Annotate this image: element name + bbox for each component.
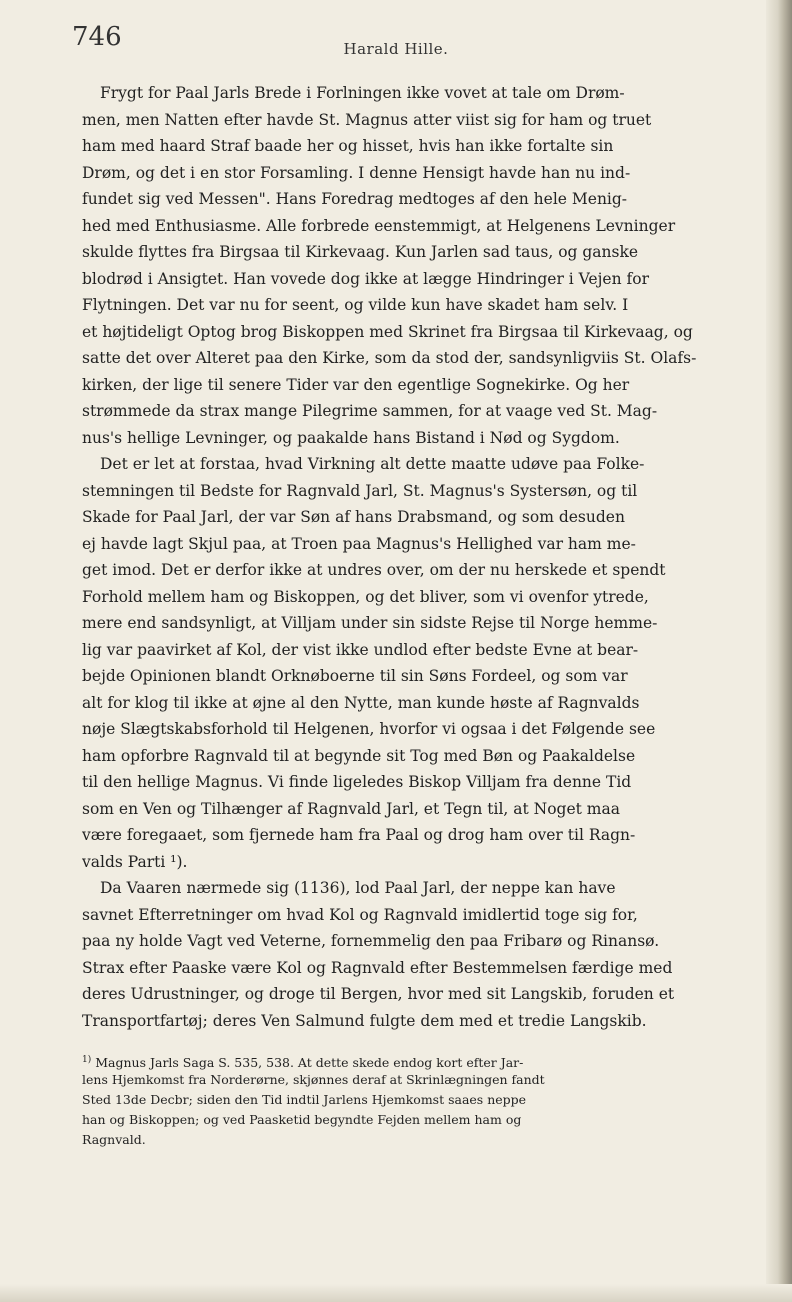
text-line: ej havde lagt Skjul paa, at Troen paa Magnus's Hellighed var ham me- [82,534,636,553]
text-line: Frygt for Paal Jarls Brede i Forlningen ikke vovet at tale om Drøm- [100,84,625,102]
text-line: mere end sandsynligt, at Villjam under sin sidste Rejse til Norge hemme- [82,614,658,632]
text-line: stemningen til Bedste for Ragnvald Jarl, St. Magnus's Systersøn, og til [82,481,638,500]
footnote-line: Ragnvald. [82,1132,146,1147]
text-line: være foregaaet, som fjernede ham fra Paal og drog ham over til Ragn- [82,826,636,844]
text-line: men, men Natten efter havde St. Magnus atter viist sig for ham og truet [82,110,652,129]
text-line: blodrød i Ansigtet. Han vovede dog ikke at lægge Hindringer i Vejen for [82,269,649,288]
text-line: Da Vaaren nærmede sig (1136), lod Paal Jarl, der neppe kan have [100,879,616,897]
footnote-line: han og Biskoppen; og ved Paasketid begyndte Fejden mellem ham og [82,1112,522,1127]
text-line: deres Udrustninger, og droge til Bergen, hvor med sit Langskib, foruden et [82,985,675,1003]
page-edge-shadow [766,0,792,1302]
text-line: Forhold mellem ham og Biskoppen, og det bliver, som vi ovenfor ytrede, [82,587,649,606]
text-line: nus's hellige Levninger, og paakalde hans Bistand i Nød og Sygdom. [82,428,620,447]
text-line: som en Ven og Tilhænger af Ragnvald Jarl, et Tegn til, at Noget maa [82,799,620,818]
running-head: Harald Hille. [343,40,449,58]
text-line: get imod. Det er derfor ikke at undres over, om der nu herskede et spendt [82,561,666,579]
text-line: ham opforbre Ragnvald til at begynde sit Tog med Bøn og Paakaldelse [82,746,636,765]
footnote-text: Magnus Jarls Saga S. 535, 538. At dette skede endog kort efter Jar- [95,1055,524,1070]
body-text [82,80,722,1034]
page-bottom-shadow [0,1284,792,1302]
text-line: savnet Efterretninger om hvad Kol og Ragnvald imidlertid toge sig for, [82,905,638,924]
text-line: fundet sig ved Messen". Hans Foredrag medtoges af den hele Menig- [82,190,628,208]
text-line: bejde Opinionen blandt Orknøboerne til sin Søns Fordeel, og som var [82,667,628,685]
text-line: Flytningen. Det var nu for seent, og vilde kun have skadet ham selv. I [82,296,629,314]
text-line: paa ny holde Vagt ved Veterne, fornemmelig den paa Fribarø og Rinansø. [82,932,660,950]
text-line: Strax efter Paaske være Kol og Ragnvald efter Bestemmelsen færdige med [82,958,673,977]
footnote-marker: 1) [82,1055,92,1065]
text-line: satte det over Alteret paa den Kirke, som da stod der, sandsynligviis St. Olafs- [82,349,697,367]
text-line: skulde flyttes fra Birgsaa til Kirkevaag. Kun Jarlen sad taus, og ganske [82,243,639,261]
text-line: ham med haard Straf baade her og hisset, hvis han ikke fortalte sin [82,137,614,155]
footnote-line: lens Hjemkomst fra Norderørne, skjønnes deraf at Skrinlægningen fandt [82,1072,545,1087]
text-line: til den hellige Magnus. Vi finde ligeledes Biskop Villjam fra denne Tid [82,773,632,791]
text-line: Skade for Paal Jarl, der var Søn af hans Drabsmand, og som desuden [82,508,625,526]
footnote [82,1050,722,1150]
text-line: strømmede da strax mange Pilegrime sammen, for at vaage ved St. Mag- [82,402,658,420]
text-line: nøje Slægtskabsforhold til Helgenen, hvorfor vi ogsaa i det Følgende see [82,720,656,738]
text-line: valds Parti ¹). [82,852,188,871]
text-line: et højtideligt Optog brog Biskoppen med Skrinet fra Birgsaa til Kirkevaag, og [82,322,693,341]
text-line: lig var paavirket af Kol, der vist ikke undlod efter bedste Evne at bear- [82,640,639,659]
text-line: Det er let at forstaa, hvad Virkning alt dette maatte udøve paa Folke- [100,455,645,473]
text-line: alt for klog til ikke at øjne al den Nytte, man kunde høste af Ragnvalds [82,693,640,712]
text-line: hed med Enthusiasme. Alle forbrede eenstemmigt, at Helgenens Levninger [82,216,676,235]
text-line: Drøm, og det i en stor Forsamling. I denne Hensigt havde han nu ind- [82,163,631,182]
footnote-line [82,1050,722,1070]
text-line: kirken, der lige til senere Tider var den egentlige Sognekirke. Og her [82,375,630,394]
text-line: Transportfartøj; deres Ven Salmund fulgte dem med et tredie Langskib. [82,1011,647,1030]
page-number: 746 [72,22,122,52]
footnote-line: Sted 13de Decbr; siden den Tid indtil Jarlens Hjemkomst saaes neppe [82,1092,527,1107]
